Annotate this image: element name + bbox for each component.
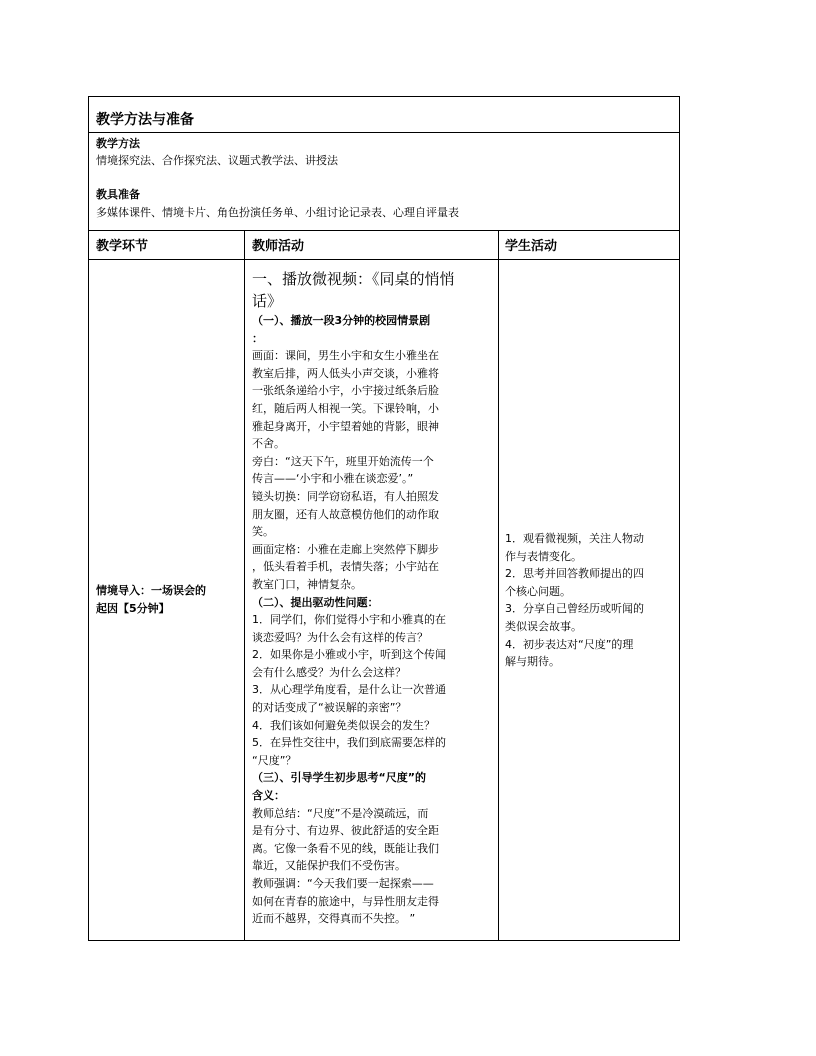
methods-heading: 教学方法 — [96, 137, 140, 150]
teacher-line: （二）、提出驱动性问题： — [252, 595, 379, 609]
teacher-line: 朋友圈，还有人故意模仿他们的动作取 — [252, 507, 439, 521]
student-line: 3．分享自己曾经历或听闻的 — [505, 602, 644, 616]
student-line: 个核心问题。 — [505, 584, 571, 598]
teacher-line: 画面定格：小雅在走廊上突然停下脚步 — [252, 542, 439, 556]
teacher-line: 2．如果你是小雅或小宇，听到这个传闻 — [252, 648, 446, 662]
teacher-line: 含义： — [252, 789, 285, 803]
divider — [89, 230, 679, 231]
student-line: 1．观看微视频，关注人物动 — [505, 532, 644, 545]
tools-text: 多媒体课件、情境卡片、角色扮演任务单、小组讨论记录表、心理自评量表 — [96, 206, 459, 219]
divider — [89, 132, 679, 133]
teacher-line: ： — [252, 331, 263, 345]
teacher-line: 5．在异性交往中，我们到底需要怎样的 — [252, 736, 446, 750]
teacher-line: 雅起身离开，小宇望着她的背影，眼神 — [252, 419, 439, 433]
teacher-line: 话》 — [252, 292, 283, 310]
teacher-line: 一张纸条递给小宇，小宇接过纸条后脸 — [252, 384, 439, 398]
teacher-line: （一）、播放一段3分钟的校园情景剧 — [252, 314, 431, 327]
teacher-line: 会有什么感受？为什么会这样？ — [252, 665, 406, 679]
methods-text: 情境探究法、合作探究法、议题式教学法、讲授法 — [96, 154, 338, 167]
student-activity-cell — [505, 530, 677, 671]
student-line: 4．初步表达对“尺度”的理 — [505, 637, 634, 651]
student-line: 解与期待。 — [505, 655, 560, 669]
divider — [244, 230, 245, 940]
teacher-line: 的对话变成了“被误解的亲密”？ — [252, 701, 407, 715]
teacher-activity-cell — [252, 268, 488, 928]
teacher-line: ，低头看着手机，表情失落；小宇站在 — [252, 560, 439, 574]
teacher-line: 不舍。 — [252, 437, 285, 451]
teacher-line: 教师总结：“尺度”不是冷漠疏远，而 — [252, 806, 429, 820]
teacher-line: 镜头切换：同学窃窃私语，有人拍照发 — [252, 489, 439, 503]
teacher-line: 旁白：“这天下午，班里开始流传一个 — [252, 454, 434, 468]
student-line: 2．思考并回答教师提出的四 — [505, 567, 644, 581]
teacher-line: 近而不越界，交得真而不失控。 ” — [252, 912, 416, 926]
teacher-line: 教师强调：“今天我们要一起探索—— — [252, 877, 434, 890]
teacher-line: 一、播放微视频：《同桌的悄悄 — [252, 270, 455, 288]
column-header-stage: 教学环节 — [96, 239, 149, 254]
divider — [498, 230, 499, 940]
stage-label-line: 情境导入：一场误会的 — [96, 584, 206, 597]
teacher-line: 谈恋爱吗？为什么会有这样的传言？ — [252, 630, 428, 644]
teacher-line: 4．我们该如何避免类似误会的发生？ — [252, 718, 435, 732]
teacher-line: 教室门口，神情复杂。 — [252, 577, 362, 591]
teacher-line: 如何在青春的旅途中，与异性朋友走得 — [252, 894, 439, 908]
column-header-teacher: 教师活动 — [252, 239, 305, 254]
divider — [89, 259, 679, 260]
teacher-line: 红，随后两人相视一笑。下课铃响，小 — [252, 401, 439, 415]
teacher-line: 3．从心理学角度看，是什么让一次普通 — [252, 683, 446, 697]
section-title: 教学方法与准备 — [96, 112, 194, 128]
teacher-line: 是有分寸、有边界、彼此舒适的安全距 — [252, 824, 439, 838]
tools-heading: 教具准备 — [96, 188, 140, 201]
teacher-line: 教室后排，两人低头小声交谈，小雅将 — [252, 366, 439, 380]
student-line: 作与表情变化。 — [505, 549, 582, 563]
teacher-line: 离。它像一条看不见的线，既能让我们 — [252, 841, 439, 855]
teacher-line: 传言——‘小宇和小雅在谈恋爱’。” — [252, 472, 414, 486]
teacher-line: 1．同学们，你们觉得小宇和小雅真的在 — [252, 613, 446, 627]
column-header-student: 学生活动 — [505, 239, 558, 254]
student-line: 类似误会故事。 — [505, 619, 582, 633]
teacher-line: 画面：课间，男生小宇和女生小雅坐在 — [252, 349, 439, 363]
teacher-line: 笑。 — [252, 525, 274, 539]
teacher-line: （三）、引导学生初步思考“尺度”的 — [252, 771, 426, 785]
teacher-line: 靠近，又能保护我们不受伤害。 — [252, 859, 406, 873]
stage-label-line: 起因【5分钟】 — [96, 602, 170, 615]
teacher-line: “尺度”？ — [252, 753, 297, 767]
